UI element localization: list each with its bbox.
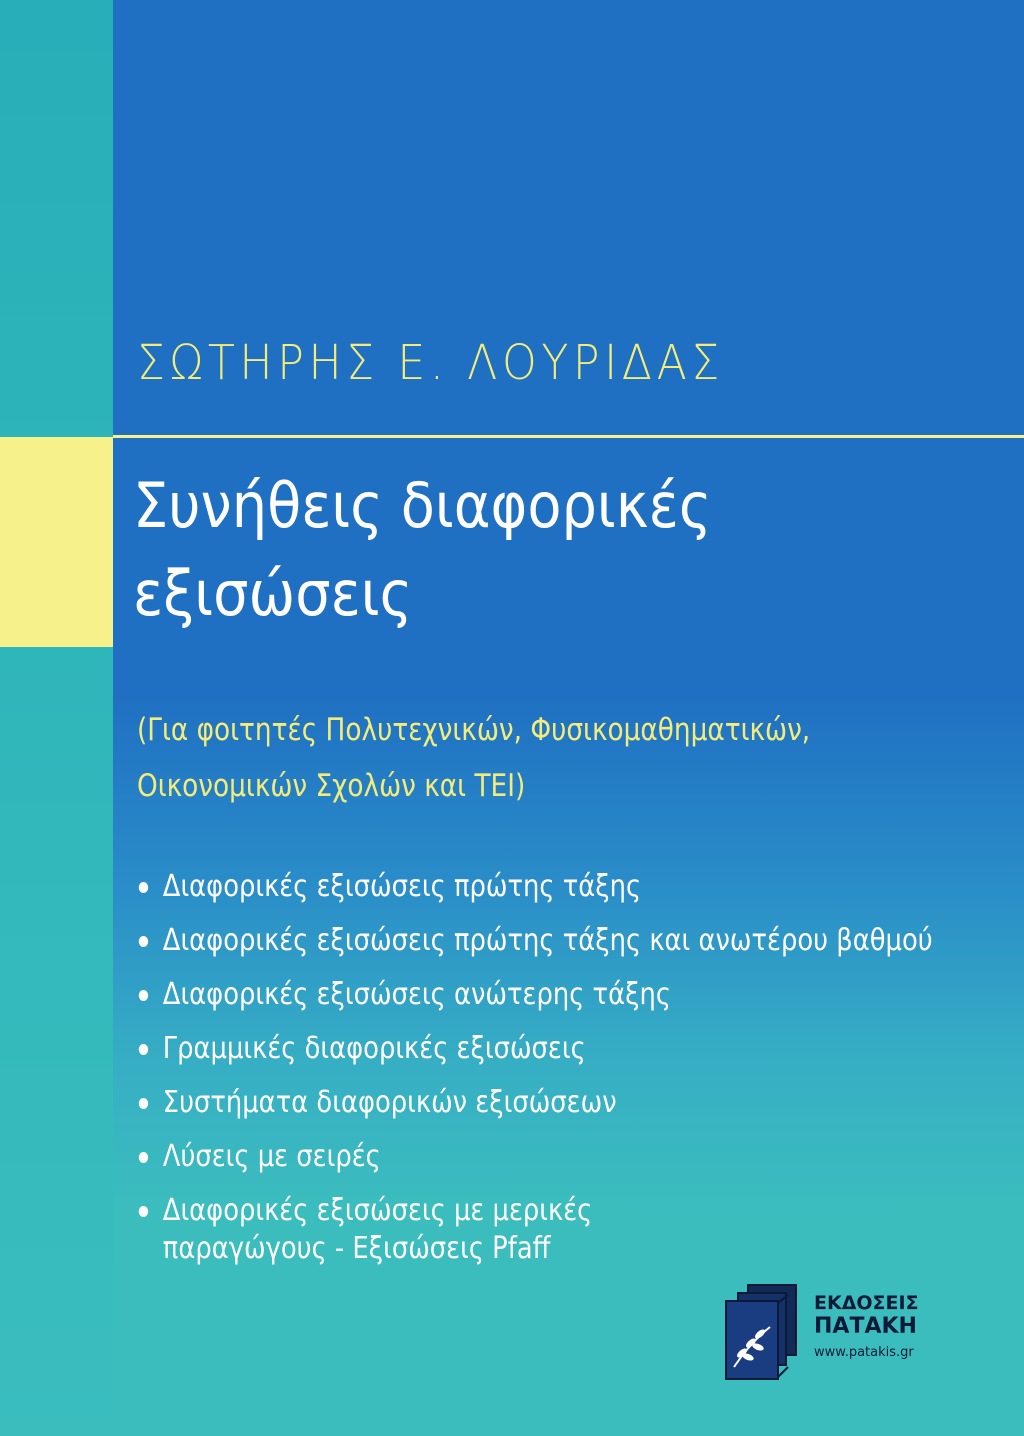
author-name: ΣΩΤΗΡΗΣ Ε. ΛΟΥΡΙΔΑΣ xyxy=(137,335,724,391)
topic-text: Διαφορικές εξισώσεις πρώτης τάξης xyxy=(162,869,642,904)
bullet-icon xyxy=(139,1206,148,1217)
bullet-icon xyxy=(139,1152,148,1163)
title-line-2: εξισώσεις xyxy=(133,557,413,630)
topic-item xyxy=(137,860,933,914)
bullet-icon xyxy=(139,1098,148,1109)
book-subtitle xyxy=(137,702,810,814)
publisher-name xyxy=(814,1291,919,1339)
bullet-icon xyxy=(139,882,148,893)
publisher-url: www.patakis.gr xyxy=(814,1345,914,1360)
left-color-strip xyxy=(0,0,113,1436)
books-with-olive-branch-icon xyxy=(718,1283,808,1383)
topic-text: Διαφορικές εξισώσεις με μερικές xyxy=(162,1193,593,1228)
topic-item xyxy=(137,1076,933,1130)
publisher-name-line-1: ΕΚΔΟΣΕΙΣ xyxy=(814,1292,919,1314)
topic-item xyxy=(137,1184,933,1268)
topics-list xyxy=(137,860,933,1268)
title-line-1: Συνήθεις διαφορικές xyxy=(133,469,712,542)
subtitle-line-2: Οικονομικών Σχολών και ΤΕΙ) xyxy=(137,768,526,804)
publisher-logo xyxy=(718,1283,928,1383)
topic-item xyxy=(137,914,933,968)
topic-text-continuation: παραγώγους - Εξισώσεις Pfaff xyxy=(162,1231,551,1266)
topic-item xyxy=(137,1022,933,1076)
yellow-accent-block xyxy=(0,437,113,647)
topic-item xyxy=(137,968,933,1022)
bullet-icon xyxy=(139,936,148,947)
topic-text: Γραμμικές διαφορικές εξισώσεις xyxy=(162,1031,586,1066)
topic-text: Συστήματα διαφορικών εξισώσεων xyxy=(162,1085,617,1120)
subtitle-line-1: (Για φοιτητές Πολυτεχνικών, Φυσικομαθηματικών, xyxy=(137,712,811,748)
topic-text: Διαφορικές εξισώσεις πρώτης τάξης και ανωτέρου βαθμού xyxy=(162,923,933,958)
bullet-icon xyxy=(139,1044,148,1055)
bullet-icon xyxy=(139,990,148,1001)
topic-text: Διαφορικές εξισώσεις ανώτερης τάξης xyxy=(162,977,671,1012)
topic-item xyxy=(137,1130,933,1184)
topic-text: Λύσεις με σειρές xyxy=(162,1139,381,1174)
book-title xyxy=(133,462,712,638)
yellow-divider-line xyxy=(113,435,1024,438)
publisher-name-line-2: ΠΑΤΑΚΗ xyxy=(814,1314,917,1339)
